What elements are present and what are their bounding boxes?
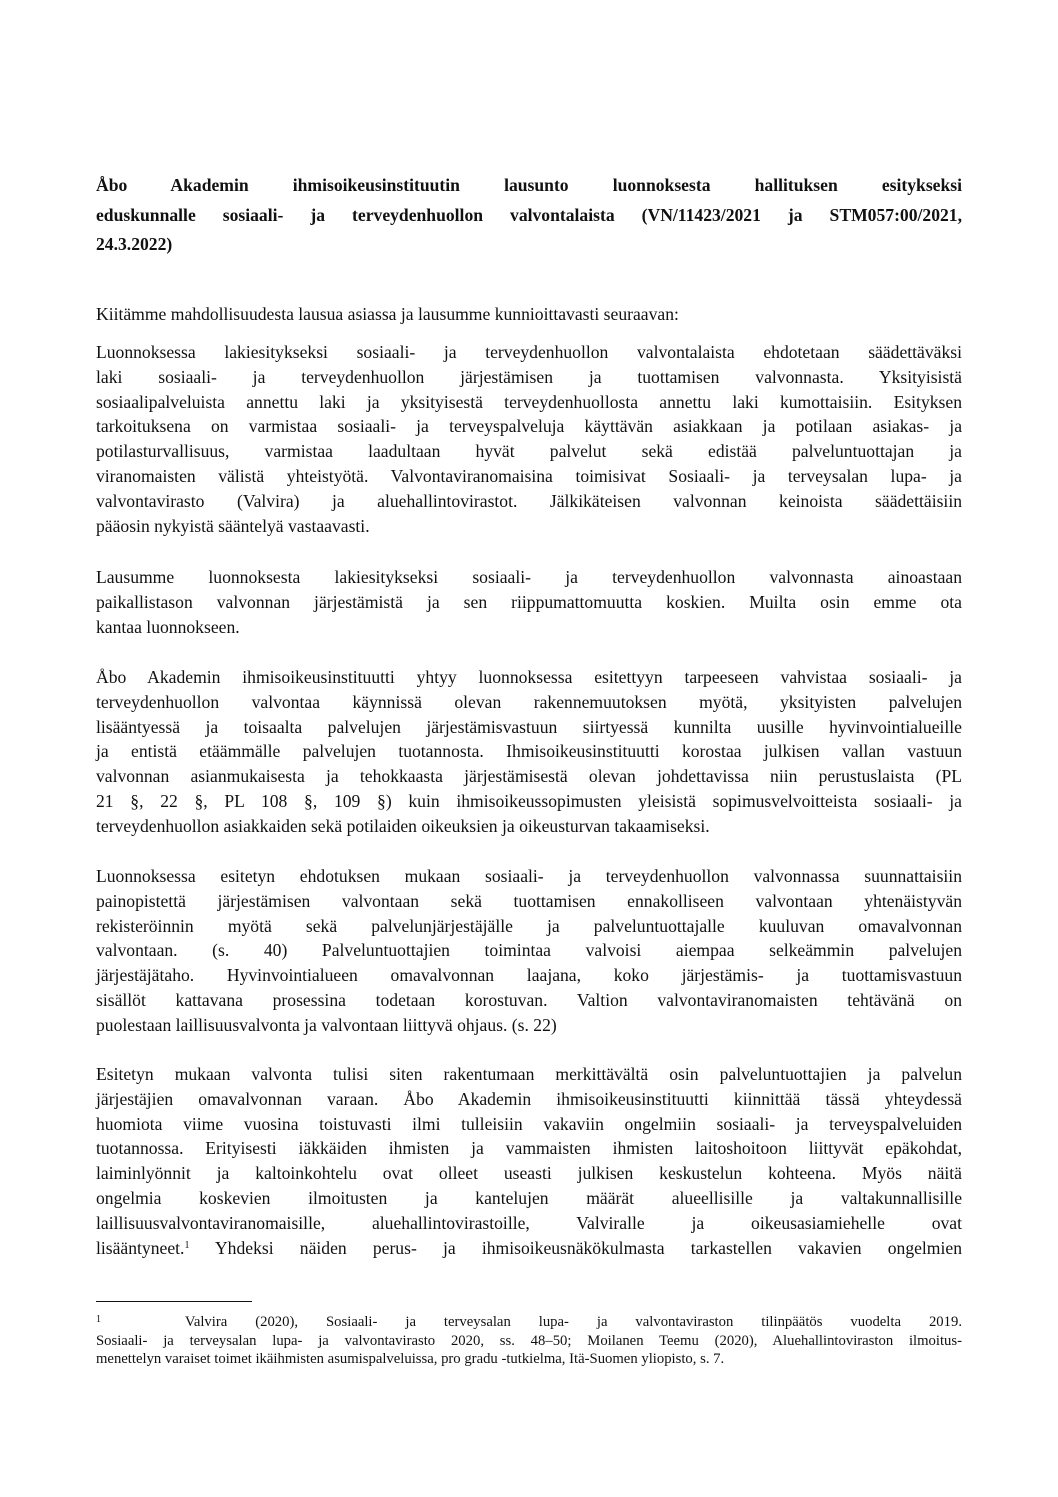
text-line: ja entistä etäämmälle palvelujen tuotannosta. Ihmisoikeusinstituutti korostaa julkisen vallan vastuun [96,741,962,762]
text-line: Luonnoksessa lakiesitykseksi sosiaali- ja terveydenhuollon valvontalaista ehdotetaan säädettäväksi [96,342,962,362]
text-line: Kiitämme mahdollisuudesta lausua asiassa ja lausumme kunnioittavasti seuraavan: [96,304,679,324]
text-line: viranomaisten välistä yhteistyötä. Valvontaviranomaisina toimisivat Sosiaali- ja terveysalan lupa- ja [96,465,962,486]
text-line: ongelmia koskevien ilmoitusten ja kantelujen määrät alueellisille ja valtakunnallisille [96,1187,962,1208]
footnote-separator [96,1301,252,1302]
paragraph-proposal-summary [96,340,962,538]
document-title [96,171,962,260]
footnote-number: 1 [96,1314,101,1325]
text-line: Lausumme luonnoksesta lakiesitykseksi sosiaali- ja terveydenhuollon valvonnasta ainoastaan [96,567,962,587]
text-line: Åbo Akademin ihmisoikeusinstituutti yhtyy luonnoksessa esitettyyn tarpeeseen vahvistaa sosiaali- ja [96,667,962,687]
text-line: rekisteröinnin myötä sekä palvelunjärjestäjälle ja palveluntuottajalle kuuluvan omavalvonnan [96,915,962,936]
text-line: lisääntyessä ja toisaalta palvelujen järjestämisvastuun siirtyessä kunnilta uusille hyvinvointialueille [96,716,962,737]
paragraph-proposed-supervision [96,864,962,1038]
text-fragment: Yhdeksi näiden perus- ja ihmisoikeusnäkökulmasta tarkastellen vakavien ongelmien [189,1237,962,1258]
title-line: eduskunnalle sosiaali- ja terveydenhuollon valvontalaista (VN/11423/2021 ja STM057:00/2021, [96,204,962,225]
text-line: laillisuusvalvontaviranomaisille, aluehallintovirastoille, Valviralle ja oikeusasiamiehelle ovat [96,1212,962,1233]
text-line: valvonnan asianmukaisesta ja tehokkaasta järjestämisestä olevan johdettavissa niin perustuslaista (PL [96,766,962,787]
footnote-line [96,1313,962,1332]
text-line: paikallistason valvonnan järjestämistä ja sen riippumattomuutta koskien. Muilta osin emme ota [96,591,962,612]
title-line: 24.3.2022) [96,234,173,254]
text-line: Luonnoksessa esitetyn ehdotuksen mukaan sosiaali- ja terveydenhuollon valvonnassa suunnattaisiin [96,866,962,886]
paragraph-intro [96,302,962,327]
text-line-with-footnote-ref [96,1236,962,1261]
text-fragment: lisääntyneet. [96,1237,185,1258]
paragraph-agreement [96,665,962,839]
text-line: Esitetyn mukaan valvonta tulisi siten rakentumaan merkittävältä osin palveluntuottajien ja palvelun [96,1064,962,1084]
text-line: terveydenhuollon asiakkaiden sekä potilaiden oikeuksien ja oikeusturvan takaamiseksi. [96,815,710,836]
text-line: painopistettä järjestämisen valvontaan sekä tuottamisen ennakolliseen valvontaan yhtenäistyvän [96,890,962,911]
text-line: sisällöt kattavana prosessina todetaan korostuvan. Valtion valvontaviranomaisten tehtävänä on [96,989,962,1010]
footnote-line: Sosiaali- ja terveysalan lupa- ja valvontavirasto 2020, ss. 48–50; Moilanen Teemu (2020), Aluehallintoviraston ilmoitus- [96,1332,962,1349]
footnote [96,1313,962,1369]
text-line: järjestäjien omavalvonnan varaan. Åbo Akademin ihmisoikeusinstituutti kiinnittää tässä yhteydessä [96,1088,962,1109]
text-line: järjestäjätaho. Hyvinvointialueen omavalvonnan laajana, koko järjestämis- ja tuottamisvastuun [96,965,962,986]
footnote-line: menettelyn varaiset toimet ikäihmisten asumispalveluissa, pro gradu -tutkielma, Itä-Suomen yliopisto, s. 7. [96,1351,725,1368]
text-line: kantaa luonnokseen. [96,616,240,637]
text-line: pääosin nykyistä sääntelyä vastaavasti. [96,515,370,536]
text-line: tarkoituksena on varmistaa sosiaali- ja terveyspalveluja käyttävän asiakkaan ja potilaan asiakas- ja [96,416,962,437]
text-fragment: Valvira (2020), Sosiaali- ja terveysalan lupa- ja valvontaviraston tilinpäätös vuodelta 2019. [184,1314,962,1330]
text-line: puolestaan laillisuusvalvonta ja valvontaan liittyvä ohjaus. (s. 22) [96,1014,557,1035]
text-line: valvontaan. (s. 40) Palveluntuottajien toimintaa valvoisi aiempaa selkeämmin palvelujen [96,940,962,961]
text-line: tuotannossa. Erityisesti iäkkäiden ihmisten ja vammaisten ihmisten laitoshoitoon liittyvät epäkohdat, [96,1138,962,1159]
text-line: valvontavirasto (Valvira) ja aluehallintovirastot. Jälkikäteisen valvonnan keinoista säädettäisiin [96,490,962,511]
text-line: terveydenhuollon valvontaa käynnissä olevan rakennemuutoksen myötä, yksityisten palvelujen [96,691,962,712]
text-line: laki sosiaali- ja terveydenhuollon järjestämisen ja tuottamisen valvonnasta. Yksityisistä [96,366,962,387]
paragraph-self-monitoring-concerns [96,1062,962,1260]
paragraph-scope [96,565,962,639]
footnote-reference[interactable]: 1 [184,1239,190,1251]
text-line: 21 §, 22 §, PL 108 §, 109 §) kuin ihmisoikeussopimusten yleisistä sopimusvelvoitteista sosiaali- ja [96,790,962,811]
text-line: huomiota viime vuosina toistuvasti ilmi tulleisiin vakaviin ongelmiin sosiaali- ja terveyspalveluiden [96,1113,962,1134]
text-line: potilasturvallisuus, varmistaa laadultaan hyvät palvelut sekä edistää palveluntuottajan ja [96,441,962,462]
text-line: laiminlyönnit ja kaltoinkohtelu ovat olleet useasti julkisen keskustelun kohteena. Myös näitä [96,1163,962,1184]
title-line: Åbo Akademin ihmisoikeusinstituutin lausunto luonnoksesta hallituksen esitykseksi [96,175,962,195]
text-line: sosiaalipalveluista annettu laki ja yksityisestä terveydenhuollosta annettu laki kumottaisiin. Esityksen [96,391,962,412]
